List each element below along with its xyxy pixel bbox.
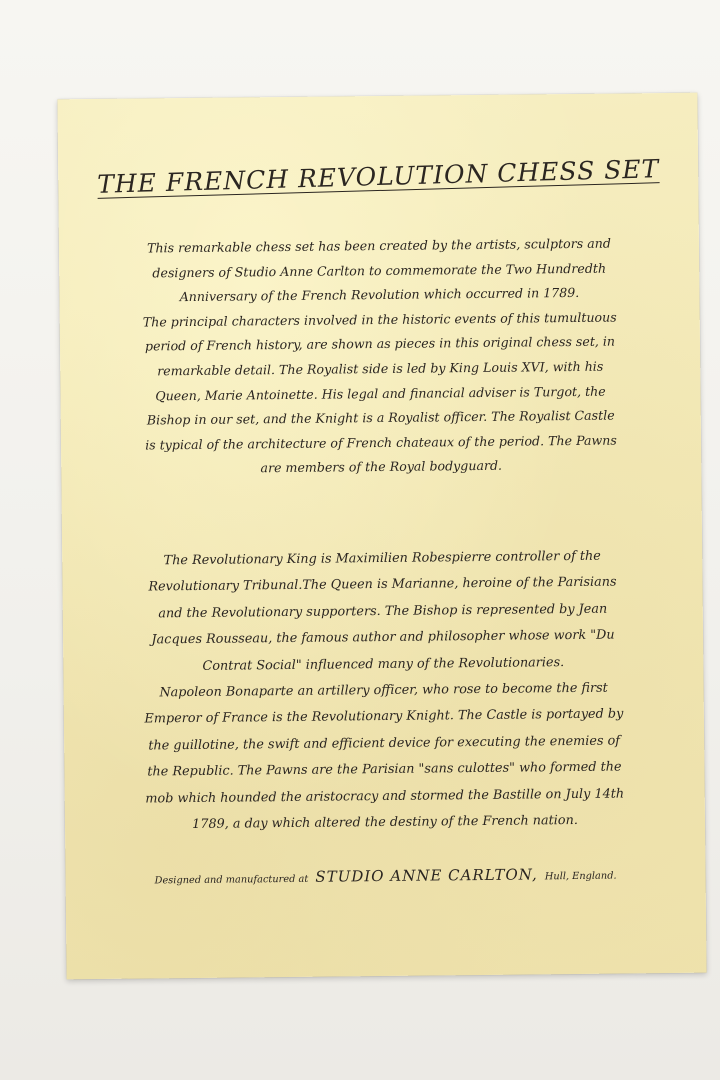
text-line: are members of the Royal bodyguard. xyxy=(260,458,503,476)
manufacturer-credit xyxy=(65,863,705,889)
paragraph-revolutionary xyxy=(106,543,661,839)
text-line: Revolutionary Tribunal.The Queen is Marianne, heroine of the Parisians xyxy=(148,574,617,595)
text-line: remarkable detail. The Royalist side is led by King Louis XVI, with his xyxy=(157,358,604,379)
text-line: The Revolutionary King is Maximilien Robespierre controller of the xyxy=(163,548,601,569)
text-line: is typical of the architecture of French chateaux of the period. The Pawns xyxy=(145,432,617,453)
text-line: 1789, a day which altered the destiny of the French nation. xyxy=(192,813,578,833)
text-line: and the Revolutionary supporters. The Bishop is represented by Jean xyxy=(158,601,608,622)
paragraph-royalist xyxy=(103,231,658,483)
text-line: This remarkable chess set has been created by the artists, sculptors and xyxy=(146,235,611,256)
text-line: Napoleon Bonaparte an artillery officer, who rose to become the first xyxy=(159,680,608,701)
text-line: Emperor of France is the Revolutionary Knight. The Castle is portayed by xyxy=(144,706,624,727)
text-line: designers of Studio Anne Carlton to commemorate the Two Hundredth xyxy=(152,260,607,280)
text-line: Anniversary of the French Revolution which occurred in 1789. xyxy=(179,285,580,305)
text-line: Contrat Social" influenced many of the Revolutionaries. xyxy=(202,654,565,674)
credit-prefix: Designed and manufactured at xyxy=(154,873,309,887)
text-line: Jacques Rousseau, the famous author and philosopher whose work "Du xyxy=(151,627,615,648)
text-line: mob which hounded the aristocracy and stormed the Bastille on July 14th xyxy=(145,786,625,807)
document-title: THE FRENCH REVOLUTION CHESS SET xyxy=(96,154,660,199)
text-line: Queen, Marie Antoinette. His legal and financial adviser is Turgot, the xyxy=(155,383,606,403)
studio-name: STUDIO ANNE CARLTON, xyxy=(315,865,538,886)
text-line: period of French history, are shown as pieces in this original chess set, in xyxy=(144,333,616,354)
parchment-sheet xyxy=(57,93,706,980)
text-line: the Republic. The Pawns are the Parisian "sans culottes" who formed the xyxy=(147,759,622,780)
text-line: The principal characters involved in the historic events of this tumultuous xyxy=(142,309,617,330)
text-line: the guillotine, the swift and efficient device for executing the enemies of xyxy=(148,733,621,754)
text-line: Bishop in our set, and the Knight is a Royalist officer. The Royalist Castle xyxy=(146,407,615,428)
studio-location: Hull, England. xyxy=(544,870,617,883)
